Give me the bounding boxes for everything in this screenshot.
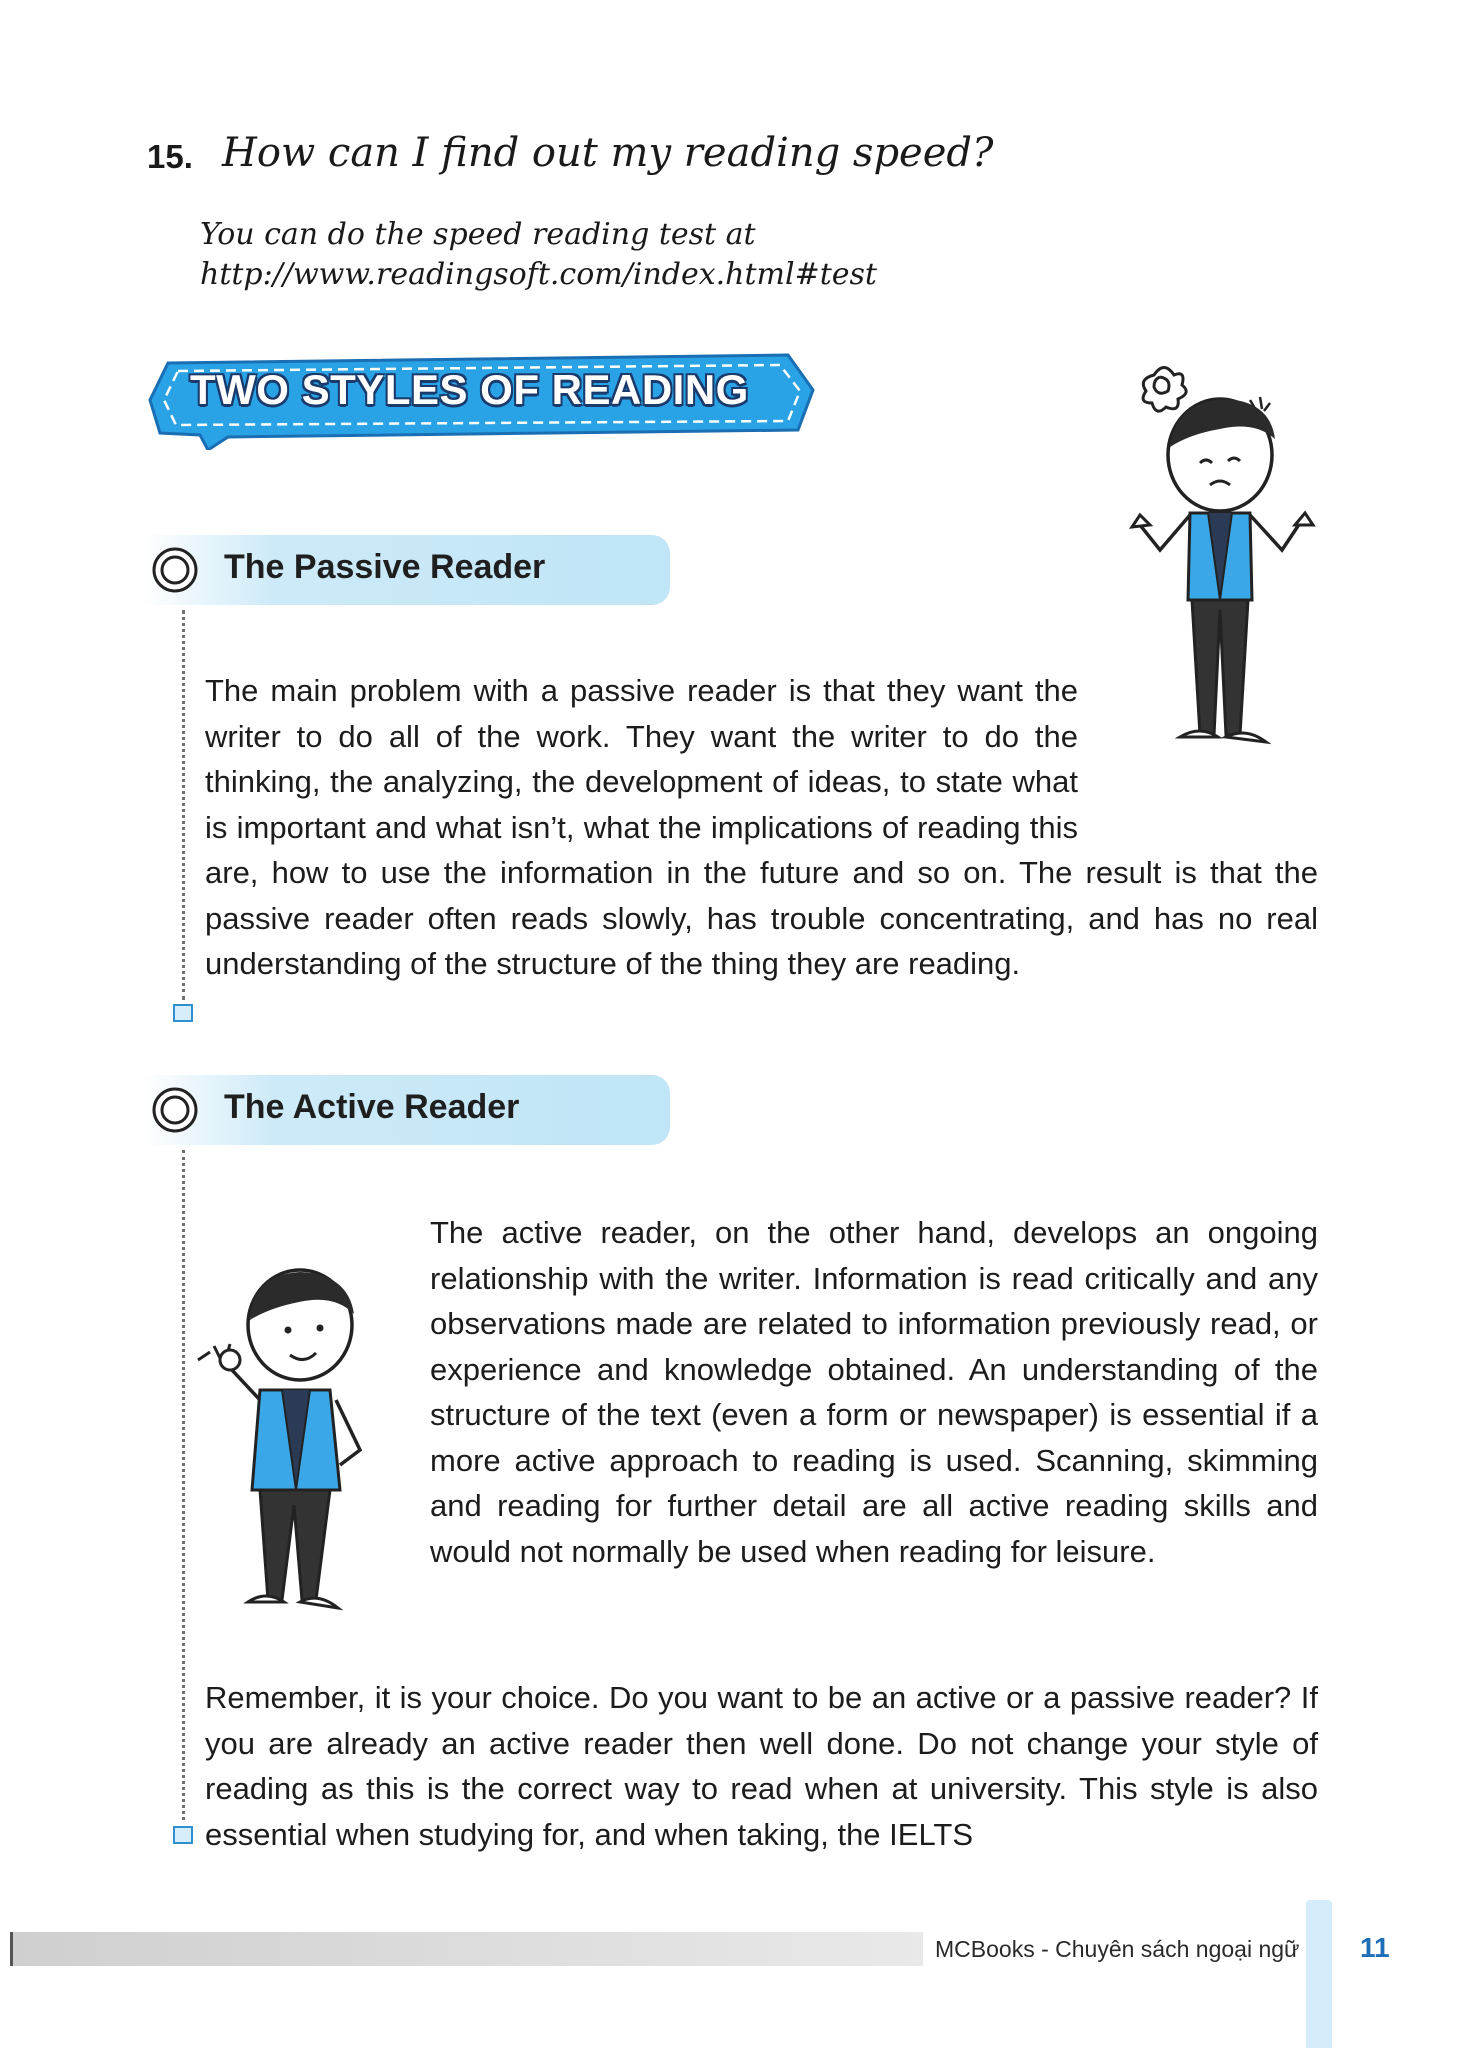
page-number: 11 (1360, 1932, 1390, 1963)
passive-text: The main problem with a passive reader is that they want the writer to do all of the work. They want the writer to do the thinking, the analyzing, the development of ideas, to state what is important and what isn’t, what the implications of reading this are, how to use the information in the future and so on. The result is that the passive reader often reads slowly, has trouble concentrating, and has no real understanding of the structure of the thing they are reading. (205, 673, 1318, 981)
question-text: How can I find out my reading speed? (222, 130, 994, 176)
passive-paragraph (205, 668, 1318, 987)
passive-section-title: The Passive Reader (224, 548, 546, 586)
target-circle-icon (150, 545, 200, 595)
question-number: 15. (147, 138, 193, 175)
happy-boy-illustration (190, 1250, 400, 1630)
question-answer: You can do the speed reading test at http://www.readingsoft.com/index.html#test (200, 217, 877, 292)
active-end-marker (173, 1826, 193, 1844)
target-circle-icon (150, 1085, 200, 1135)
passive-divider (182, 610, 185, 1000)
scribble-thought-icon (1143, 368, 1186, 412)
passive-end-marker (173, 1004, 193, 1022)
banner-title: TWO STYLES OF READING (190, 366, 749, 413)
active-paragraph: The active reader, on the other hand, develops an ongoing relationship with the writer. Information is read critically and any observations made are related to information previously read, or experience and knowledge obtained. An understanding of the structure of the text (even a form or newspaper) is essential if a more active approach to reading is used. Scanning, skimming and reading for further detail are all active reading skills and would not normally be used when reading for leisure. (430, 1215, 1318, 1569)
active-divider (182, 1150, 185, 1820)
footer-tab (1306, 1900, 1332, 2048)
footer-publisher: MCBooks - Chuyên sách ngoại ngữ (935, 1936, 1300, 1962)
passive-text-wrap (1078, 668, 1318, 808)
remember-paragraph: Remember, it is your choice. Do you want to be an active or a passive reader? If you are already an active reader then well done. Do not change your style of reading as this is the correct way to read when at university. This style is also essential when studying for, and when taking, the IELTS (205, 1680, 1318, 1852)
active-section-title: The Active Reader (224, 1088, 520, 1126)
footer-bar (10, 1932, 923, 1966)
